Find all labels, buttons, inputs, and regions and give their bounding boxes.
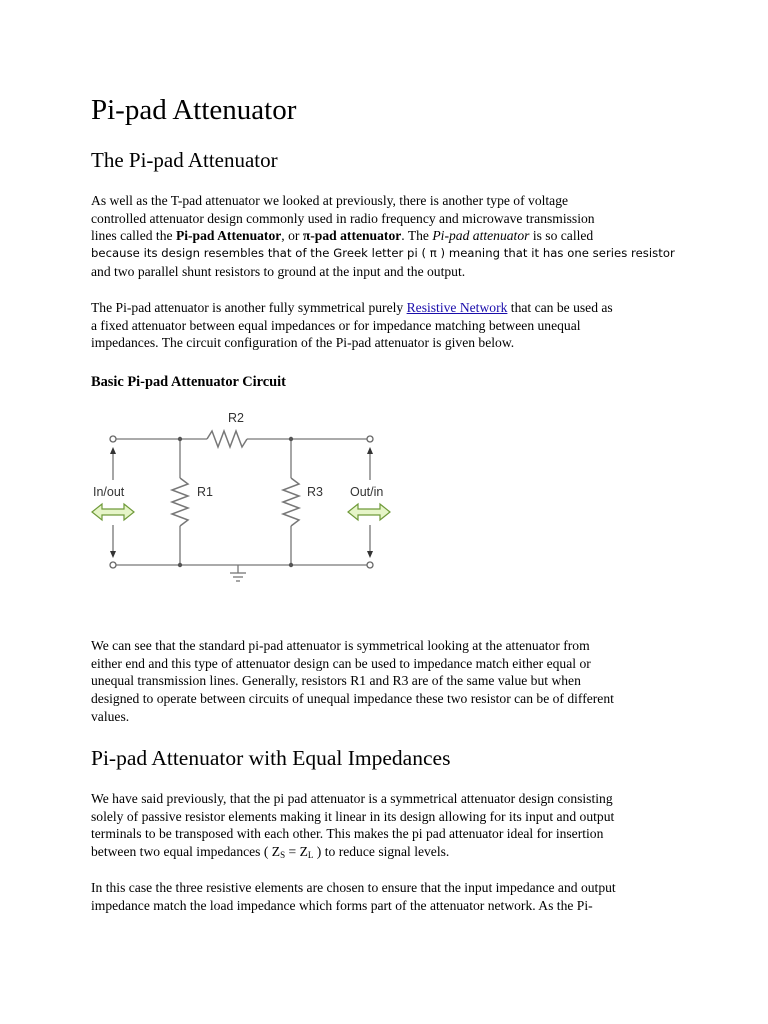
junction-dot [289, 563, 293, 567]
pi-pad-circuit-diagram [80, 400, 400, 590]
text-run: ) to reduce signal levels. [313, 844, 450, 860]
text-line: We have said previously, that the pi pad attenuator is a symmetrical attenuator design consisting [91, 791, 613, 806]
arrowhead-down-icon [110, 551, 116, 558]
paragraph-symmetry [91, 637, 681, 726]
text-run: is so called [529, 228, 594, 244]
label-in-out: In/out [93, 485, 125, 499]
terminal-node [367, 562, 373, 568]
text-run: lines called the [91, 228, 176, 244]
label-r1: R1 [197, 485, 213, 499]
label-r2: R2 [228, 411, 244, 425]
text-line: designed to operate between circuits of unequal impedance these two resistor can be of different [91, 691, 614, 707]
section-heading-equal-impedances: Pi-pad Attenuator with Equal Impedances [91, 746, 451, 770]
text-line: impedance match the load impedance which forms part of the attenuator network. As the Pi- [91, 897, 593, 913]
text-run: between two equal impedances ( Z [91, 844, 281, 860]
terminal-node [110, 562, 116, 568]
text-run: . The [401, 228, 433, 244]
text-line: either end and this type of attenuator design can be used to impedance match either equal or [91, 655, 591, 671]
intro-paragraph [91, 192, 681, 281]
text-run: that can be used as [507, 300, 613, 315]
arrowhead-up-icon [110, 447, 116, 454]
paragraph-resistive-elements [91, 879, 681, 914]
resistive-network-link[interactable]: Resistive Network [406, 300, 508, 315]
text-line: and two parallel shunt resistors to ground at the input and the output. [91, 263, 466, 279]
junction-dot [178, 437, 182, 441]
arrowhead-up-icon [367, 447, 373, 454]
text-line [91, 299, 681, 317]
arrowhead-down-icon [367, 551, 373, 558]
terminal-node [110, 436, 116, 442]
text-line: values. [91, 708, 130, 724]
bidirectional-arrow-icon [348, 504, 390, 520]
text-line: a fixed attenuator between equal impedances or for impedance matching between unequal [91, 317, 581, 333]
paragraph-equal-impedances [91, 790, 681, 865]
text-run: The Pi-pad attenuator is another fully symmetrical purely [91, 300, 407, 315]
resistor-r3 [283, 478, 299, 526]
junction-dot [289, 437, 293, 441]
text-line: As well as the T-pad attenuator we looked at previously, there is another type of voltage [91, 193, 569, 208]
text-line: terminals to be transposed with each other. This makes the pi pad attenuator ideal for insertion [91, 826, 604, 842]
text-line: solely of passive resistor elements making it linear in its design allowing for its input and output [91, 808, 615, 824]
bidirectional-arrow-icon [92, 504, 134, 520]
text-line [91, 227, 681, 245]
text-line: because its design resembles that of the Greek letter pi ( π ) meaning that it has one series resistor [91, 246, 675, 261]
text-line: In this case the three resistive elements are chosen to ensure that the input impedance and output [91, 880, 616, 895]
text-line: unequal transmission lines. Generally, resistors R1 and R3 are of the same value but when [91, 673, 581, 689]
text-line: We can see that the standard pi-pad attenuator is symmetrical looking at the attenuator from [91, 638, 590, 653]
label-r3: R3 [307, 485, 323, 499]
terminal-node [367, 436, 373, 442]
resistor-r1 [172, 478, 188, 526]
label-out-in: Out/in [350, 485, 384, 499]
paragraph-resistive-network [91, 299, 681, 352]
resistor-r2 [207, 431, 247, 447]
text-run: , or [281, 228, 303, 244]
term-pi-pad-attenuator: Pi-pad Attenuator [175, 228, 282, 244]
text-line: controlled attenuator design commonly used in radio frequency and microwave transmission [91, 210, 595, 226]
section-heading-pi-pad: The Pi-pad Attenuator [91, 148, 278, 172]
text-run: = Z [285, 844, 308, 860]
junction-dot [178, 563, 182, 567]
subscript-l: L [307, 850, 314, 861]
text-line: impedances. The circuit configuration of the Pi-pad attenuator is given below. [91, 335, 515, 351]
term-italic: Pi-pad attenuator [432, 228, 530, 244]
subscript-s: S [280, 850, 286, 861]
term-pi-symbol-pad: π-pad attenuator [302, 228, 402, 244]
figure-heading: Basic Pi-pad Attenuator Circuit [91, 374, 286, 390]
text-line [91, 843, 681, 865]
page-title: Pi-pad Attenuator [91, 94, 297, 126]
